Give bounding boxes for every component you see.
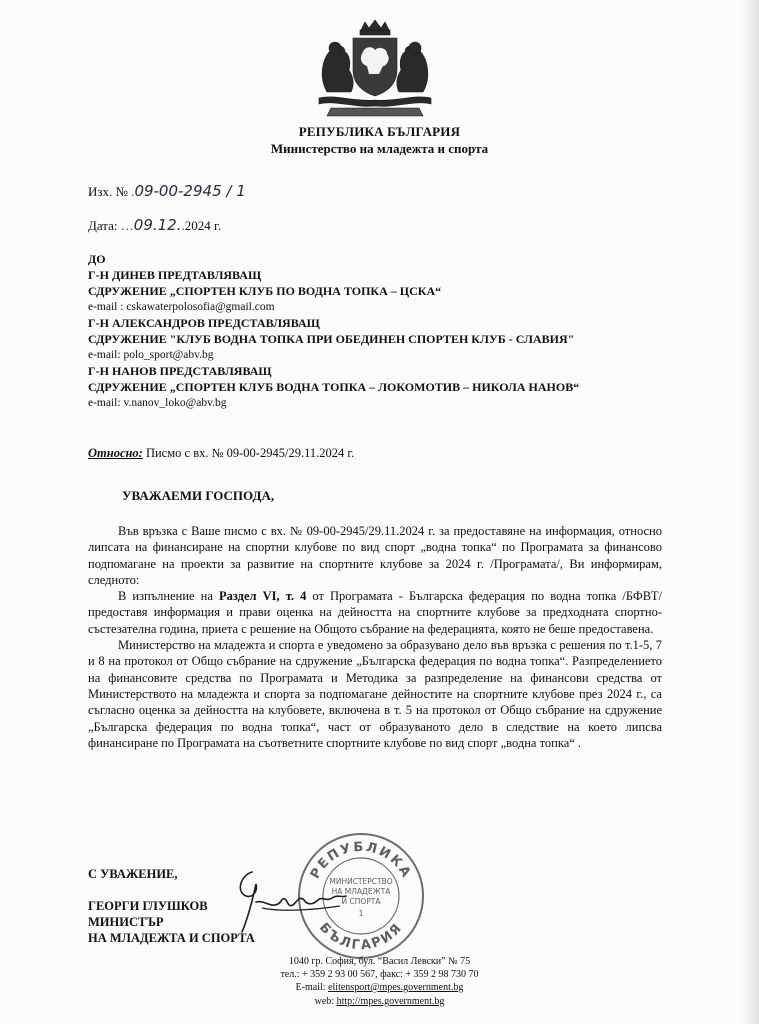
addressee-email: e-mail: v.nanov_loko@abv.bg	[88, 397, 227, 409]
addressee-line: Г-Н АЛЕКСАНДРОВ ПРЕДСТАВЛЯВАЩ	[88, 316, 320, 330]
footer-email-link[interactable]: elitensport@mpes.government.bg	[328, 982, 464, 993]
addressee-line: СДРУЖЕНИЕ „СПОРТЕН КЛУБ ПО ВОДНА ТОПКА – ЦСКА“	[88, 284, 442, 298]
addressee-line: Г-Н НАНОВ ПРЕДСТАВЛЯВАЩ	[88, 364, 272, 378]
svg-text:И СПОРТА: И СПОРТА	[341, 897, 381, 906]
document-date: Дата: …09.12..2024 г.	[88, 216, 222, 234]
addressee-block	[88, 251, 579, 411]
body-paragraph: Министерство на младежта и спорта е уведомено за образувано дело във връзка с решения по т.1-5, 7 и 8 на протокол от Общо събрание на сдружение „Българска федерация по водна топка“. Разпределението на финансовите средства по Програмата и Методика за разпределение на финансови средства от Министерството на младежта и спорта за подпомагане дейностите на спортните клубове през 2024 г., са съгласно оценка за дейността на клубовете, включена в т. 5 на протокол от Общо събрание на сдружение „Българска федерация по водна топка“, част от образуваното дело в следствие на което липсва финансиране по Програмата на съответните спортните клубове по вид спорт „водна топка“ .	[88, 638, 662, 750]
addressee-line: Г-Н ДИНЕВ ПРЕДТАВЛЯВАЩ	[88, 268, 262, 282]
date-year: 2024 г.	[184, 218, 222, 233]
body-text-bold: Раздел VI, т. 4	[218, 589, 307, 604]
svg-text:РЕПУБЛИКА: РЕПУБЛИКА	[307, 839, 415, 882]
signatory-block	[88, 898, 255, 946]
footer-web-link[interactable]: http://mpes.government.bg	[336, 996, 445, 1007]
signatory-name: ГЕОРГИ ГЛУШКОВ	[88, 899, 208, 913]
country-heading: РЕПУБЛИКА БЪЛГАРИЯ	[298, 124, 461, 139]
signatory-ministry: НА МЛАДЕЖТА И СПОРТА	[88, 931, 255, 945]
addressee-line: СДРУЖЕНИЕ "КЛУБ ВОДНА ТОПКА ПРИ ОБЕДИНЕН СПОРТЕН КЛУБ - СЛАВИЯ"	[88, 332, 575, 346]
body-paragraph	[88, 588, 662, 637]
svg-text:НА МЛАДЕЖТА: НА МЛАДЕЖТА	[331, 887, 391, 896]
svg-text:БЪЛГАРИЯ: БЪЛГАРИЯ	[315, 920, 407, 954]
footer-web	[0, 995, 759, 1008]
footer-phones: тел.: + 359 2 93 00 567, факс: + 359 2 98 730 70	[280, 969, 479, 980]
closing-regards: С УВАЖЕНИЕ,	[88, 867, 178, 881]
footer-email-label: E-mail:	[295, 982, 329, 993]
greeting: УВАЖАЕМИ ГОСПОДА,	[122, 488, 275, 503]
footer-web-label: web:	[314, 996, 337, 1007]
outgoing-number-value: 09-00-2945 / 1	[134, 182, 246, 200]
addressee-email: e-mail : cskawaterpolosofia@gmail.com	[88, 301, 275, 313]
coat-of-arms-icon	[305, 18, 445, 122]
footer-address: 1040 гр. София, бул. “Васил Левски” № 75	[288, 956, 471, 967]
letter-body	[88, 523, 662, 751]
subject-text: Писмо с вх. № 09-00-2945/29.11.2024 г.	[145, 446, 355, 460]
body-paragraph: Във връзка с Ваше писмо с вх. № 09-00-2945/29.11.2024 г. за предоставяне на информация, относно липсата на финансиране на спортни клубове по вид спорт „водна топка“ по Програмата за финансово подпомагане на проекти за развитие на спортните клубове за 2024 г. /Програмата/, Ви информирам, следното:	[88, 524, 662, 587]
date-day-handwritten: 09.12.	[133, 216, 182, 234]
subject-line	[88, 446, 354, 461]
svg-text:МИНИСТЕРСТВО: МИНИСТЕРСТВО	[329, 877, 393, 886]
addressee-email: e-mail: polo_sport@abv.bg	[88, 349, 214, 361]
body-text-run: В изпълнение на	[118, 589, 219, 604]
outgoing-number: Изх. № .09-00-2945 / 1	[88, 182, 246, 200]
footer-email	[0, 981, 759, 994]
subject-label: Относно:	[88, 446, 143, 460]
outgoing-number-label: Изх. №	[88, 184, 128, 199]
ministry-heading: Министерство на младежта и спорта	[270, 141, 489, 156]
addressee-line: СДРУЖЕНИЕ „СПОРТЕН КЛУБ ВОДНА ТОПКА – ЛОКОМОТИВ – НИКОЛА НАНОВ“	[88, 380, 580, 394]
addressee-to: ДО	[88, 252, 106, 266]
date-label: Дата:	[88, 218, 118, 233]
body-text-run: от Програмата - Българска федерация по водна топка /БФВТ/ предоставя информация и прави оценка на дейността на спортните клубове за предходната спортно-състезателна година, приета с решение на Общото събрание на федерацията, която не беше предоставена.	[88, 589, 662, 636]
signatory-title: МИНИСТЪР	[88, 915, 164, 929]
svg-text:1: 1	[358, 909, 364, 918]
